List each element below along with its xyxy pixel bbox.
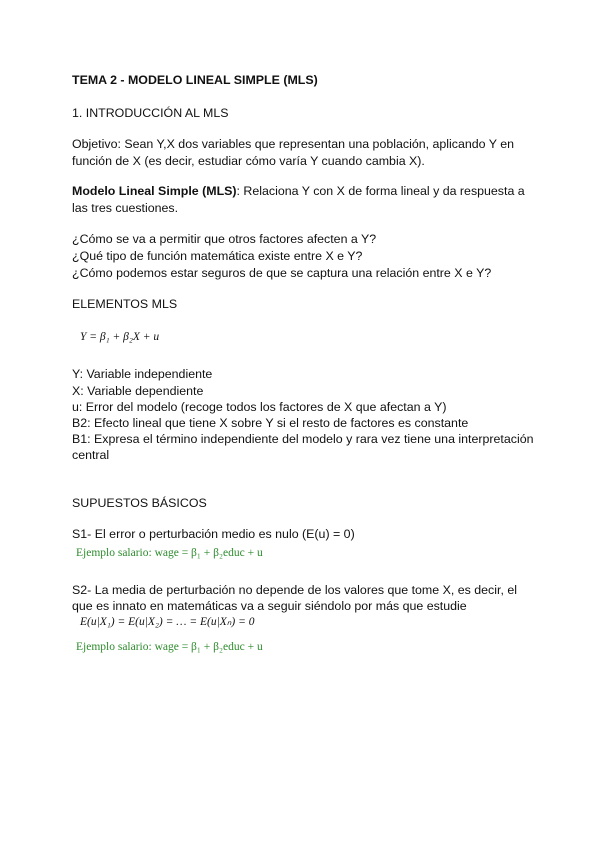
mls-definition-line-2: las tres cuestiones. [72, 201, 179, 215]
element-line-y: Y: Variable independiente [72, 367, 213, 381]
mls-term: Modelo Lineal Simple (MLS) [72, 184, 237, 198]
objective-line-2: función de X (es decir, estudiar cómo varía Y cuando cambia X). [72, 154, 425, 168]
element-line-b2: B2: Efecto lineal que tiene X sobre Y si el resto de factores es constante [72, 416, 469, 430]
assumption-s2-formula: E(u|X₁) = E(u|X₂) = … = E(u|Xₙ) = 0 [80, 616, 255, 628]
element-line-x: X: Variable dependiente [72, 384, 204, 398]
element-line-u: u: Error del modelo (recoge todos los factores de X que afectan a Y) [72, 400, 447, 414]
assumption-s2-example: Ejemplo salario: wage = β₁ + β₂educ + u [76, 641, 263, 653]
assumption-s2-line-1: S2- La media de perturbación no depende de los valores que tome X, es decir, el [72, 583, 517, 597]
section-heading-assumptions: SUPUESTOS BÁSICOS [72, 496, 207, 510]
assumption-s1: S1- El error o perturbación medio es nulo (E(u) = 0) [72, 527, 355, 541]
objective-line-1: Objetivo: Sean Y,X dos variables que representan una población, aplicando Y en [72, 137, 515, 151]
question-3: ¿Cómo podemos estar seguros de que se captura una relación entre X e Y? [72, 266, 492, 280]
mls-definition [72, 183, 525, 199]
assumption-s1-example: Ejemplo salario: wage = β₁ + β₂educ + u [76, 547, 263, 559]
section-heading-intro: 1. INTRODUCCIÓN AL MLS [72, 106, 229, 120]
element-line-b1: B1: Expresa el término independiente del modelo y rara vez tiene una interpretación [72, 432, 534, 446]
mls-definition-text: : Relaciona Y con X de forma lineal y da respuesta a [236, 184, 525, 198]
document-title: TEMA 2 - MODELO LINEAL SIMPLE (MLS) [72, 73, 318, 87]
question-2: ¿Qué tipo de función matemática existe entre X e Y? [72, 249, 363, 263]
question-1: ¿Cómo se va a permitir que otros factores afecten a Y? [72, 232, 377, 246]
section-heading-elements: ELEMENTOS MLS [72, 297, 178, 311]
assumption-s2-line-2: que es innato en matemáticas va a seguir siéndolo por más que estudie [72, 599, 467, 613]
element-line-b1-cont: central [72, 448, 110, 462]
mls-formula: Y = β₁ + β₂X + u [80, 331, 160, 343]
